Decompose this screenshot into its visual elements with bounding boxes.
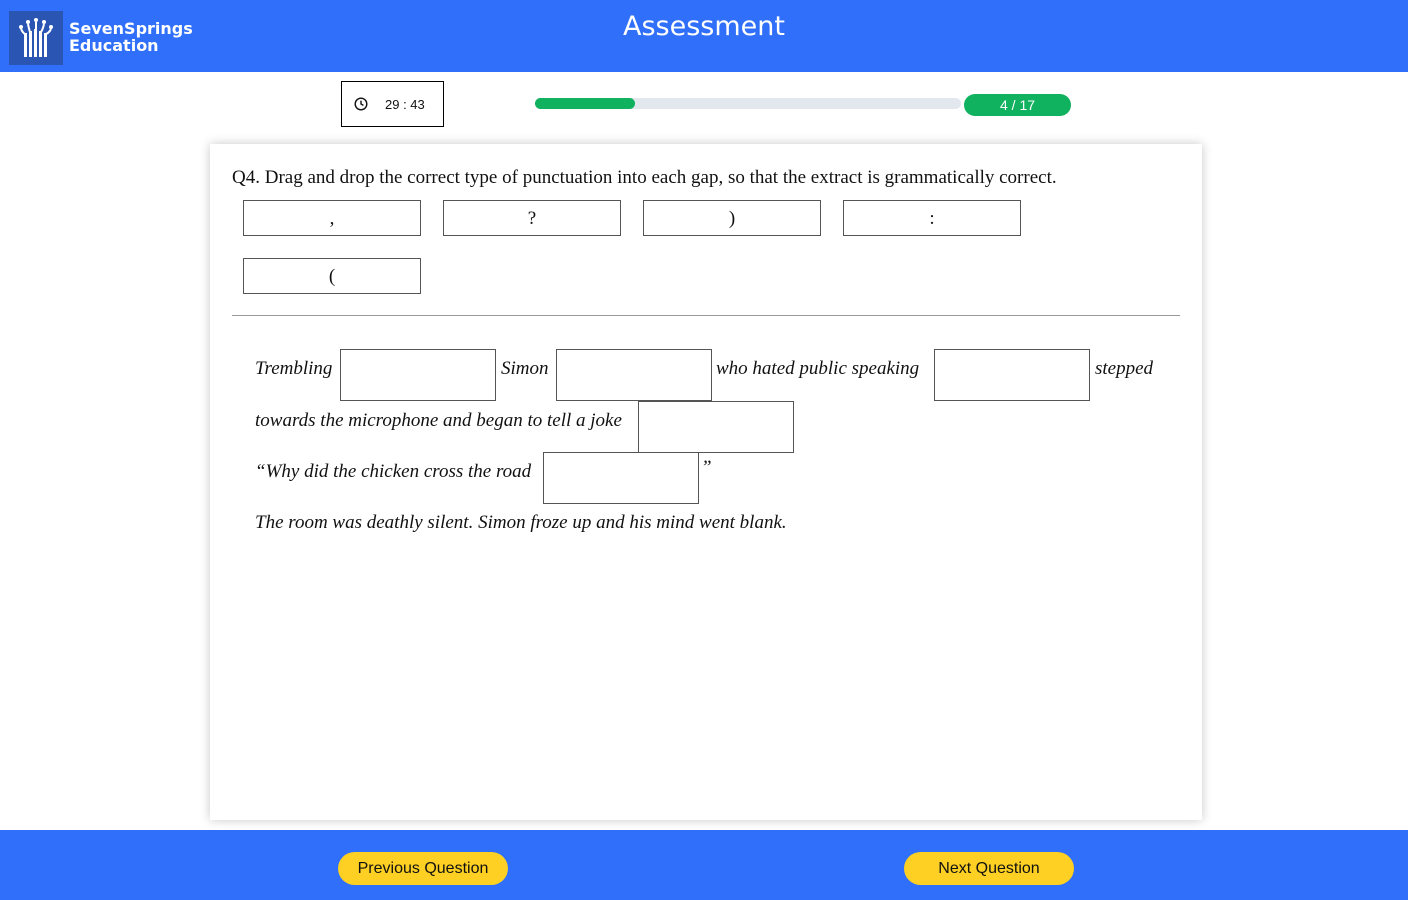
progress-badge: 4 / 17 — [964, 94, 1071, 116]
passage-text: ” — [701, 457, 712, 478]
punctuation-chip-close-bracket[interactable]: ) — [643, 200, 821, 236]
progress-bar — [535, 98, 961, 109]
punctuation-chip-open-bracket[interactable]: ( — [243, 258, 421, 294]
drop-gap-2[interactable] — [556, 349, 712, 401]
drop-gap-5[interactable] — [543, 452, 699, 504]
timer — [341, 81, 444, 127]
next-question-button[interactable]: Next Question — [904, 852, 1074, 885]
punctuation-chip-colon[interactable]: : — [843, 200, 1021, 236]
punctuation-chip-comma[interactable]: , — [243, 200, 421, 236]
footer-bar — [0, 830, 1408, 900]
drop-gap-1[interactable] — [340, 349, 496, 401]
header-bar — [0, 0, 1408, 72]
passage-text: “Why did the chicken cross the road — [255, 461, 532, 482]
logo-line-2: Education — [69, 36, 159, 55]
punctuation-chip-question-mark[interactable]: ? — [443, 200, 621, 236]
passage-text: Simon — [501, 358, 549, 379]
passage-text: who hated public speaking — [716, 358, 920, 379]
clock-icon — [354, 97, 368, 111]
question-card — [210, 144, 1202, 820]
previous-question-button[interactable]: Previous Question — [338, 852, 508, 885]
progress-fill — [535, 98, 635, 109]
question-text: Q4. Drag and drop the correct type of punctuation into each gap, so that the extract is grammatically correct. — [232, 167, 1057, 188]
drop-gap-3[interactable] — [934, 349, 1090, 401]
passage-text: towards the microphone and began to tell a joke — [255, 410, 622, 431]
page-title: Assessment — [623, 11, 785, 42]
passage-text: stepped — [1095, 358, 1154, 379]
divider — [232, 315, 1180, 316]
timer-value: 29 : 43 — [385, 96, 425, 112]
drop-gap-4[interactable] — [638, 401, 794, 453]
passage-text: The room was deathly silent. Simon froze up and his mind went blank. — [255, 512, 787, 533]
passage-text: Trembling — [255, 358, 333, 379]
logo-line-1: SevenSprings — [69, 19, 193, 38]
